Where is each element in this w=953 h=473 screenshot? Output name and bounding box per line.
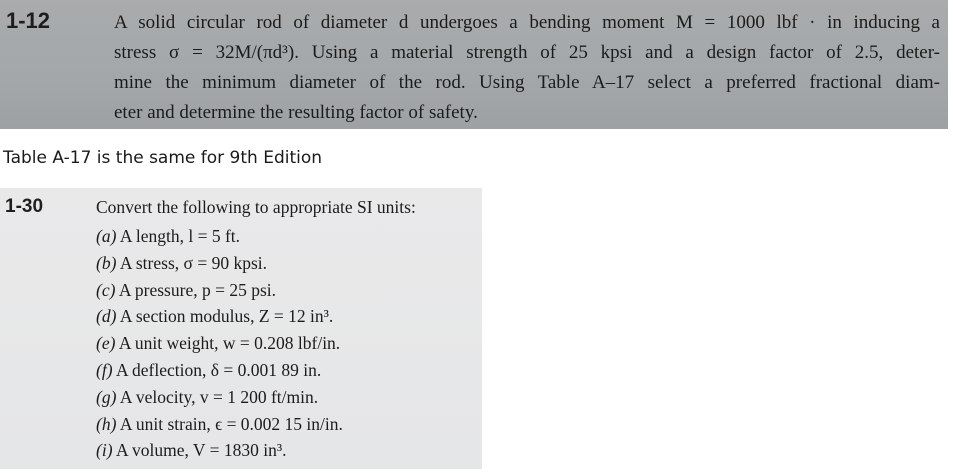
problem-number: 1-12	[6, 8, 51, 33]
item-label: (g)	[96, 386, 117, 407]
statement-line-1: A solid circular rod of diameter d undergoes a bending moment M = 1000 lbf · in inducing a	[114, 12, 940, 33]
list-item	[96, 303, 343, 330]
problem-intro: Convert the following to appropriate SI units:	[96, 197, 416, 217]
item-text: A deflection, δ = 0.001 89 in.	[115, 359, 322, 380]
list-item	[96, 330, 343, 357]
item-label: (d)	[96, 306, 117, 327]
statement-line-2: stress σ = 32M/(πd³). Using a material strength of 25 kpsi and a design factor of 2.5, deter-	[114, 42, 940, 63]
list-item	[96, 411, 343, 438]
item-label: (f)	[96, 359, 113, 380]
list-item	[96, 277, 343, 304]
item-label: (e)	[96, 333, 116, 354]
item-text: A volume, V = 1830 in³.	[115, 440, 287, 461]
item-label: (i)	[96, 440, 113, 461]
item-text: A section modulus, Z = 12 in³.	[119, 306, 334, 327]
problem-1-12-block	[0, 0, 948, 129]
edition-note: Table A-17 is the same for 9th Edition	[3, 148, 323, 168]
problem-statement	[114, 8, 940, 128]
conversion-list	[96, 223, 343, 464]
statement-line-4: eter and determine the resulting factor of safety.	[114, 102, 478, 123]
list-item	[96, 384, 343, 411]
list-item	[96, 250, 343, 277]
item-label: (h)	[96, 413, 117, 434]
item-label: (b)	[96, 252, 117, 273]
item-label: (c)	[96, 279, 116, 300]
problem-1-30-block	[0, 188, 482, 469]
problem-number: 1-30	[5, 196, 44, 217]
item-text: A stress, σ = 90 kpsi.	[119, 252, 267, 273]
list-item	[96, 437, 343, 464]
list-item	[96, 357, 343, 384]
statement-line-3: mine the minimum diameter of the rod. Using Table A–17 select a preferred fractional diam-	[114, 72, 940, 93]
item-text: A unit weight, w = 0.208 lbf/in.	[118, 333, 341, 354]
item-label: (a)	[96, 226, 117, 246]
item-text: A unit strain, ϵ = 0.002 15 in/in.	[119, 413, 343, 434]
item-text: A length, l = 5 ft.	[119, 226, 241, 246]
list-item	[96, 223, 343, 250]
item-text: A velocity, v = 1 200 ft/min.	[119, 386, 319, 407]
item-text: A pressure, p = 25 psi.	[118, 279, 277, 300]
